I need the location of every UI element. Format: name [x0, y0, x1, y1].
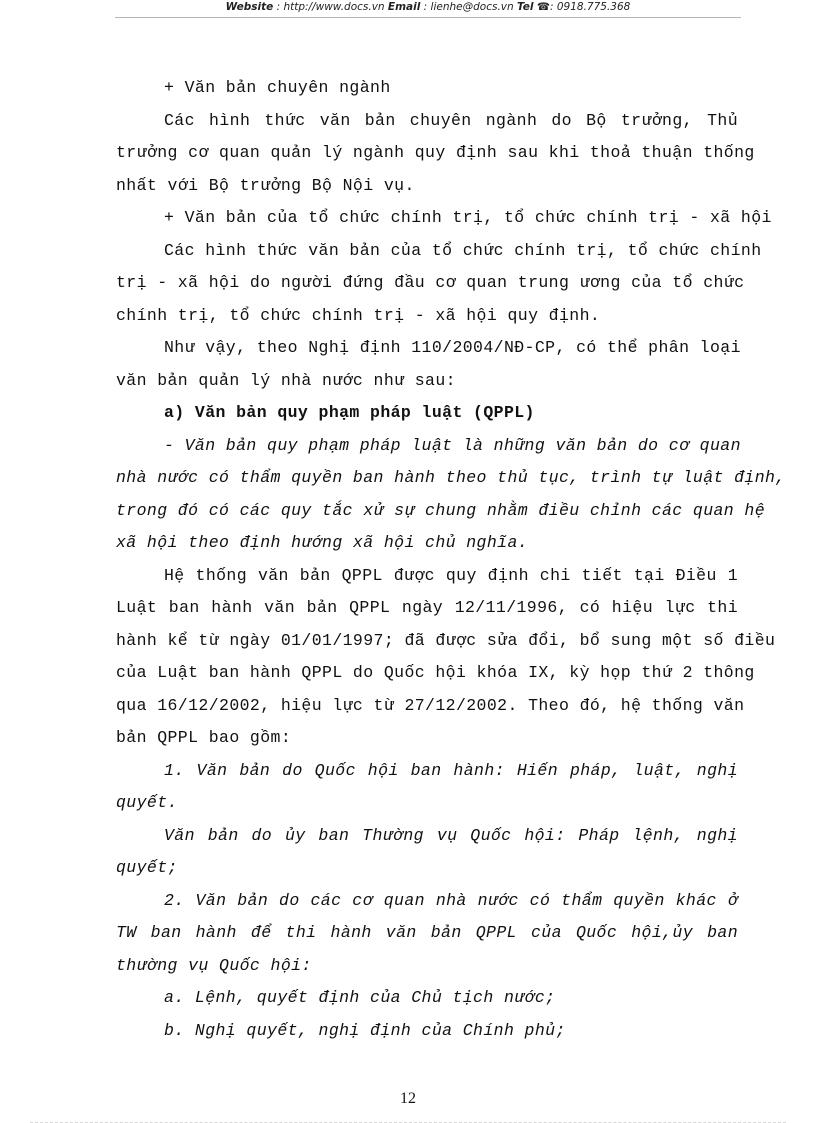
- text-line: a. Lệnh, quyết định của Chủ tịch nước;: [164, 988, 556, 1007]
- text-line: Hệ thống văn bản QPPL được quy định chi tiết tại Điều 1: [164, 565, 738, 585]
- page-number: 12: [400, 1090, 416, 1107]
- website-value: : http://www.docs.vn: [276, 1, 385, 13]
- text-line: quyết.: [116, 793, 178, 812]
- text-line: của Luật ban hành QPPL do Quốc hội khóa IX, kỳ họp thứ 2 thông: [116, 663, 755, 682]
- text-line: trưởng cơ quan quản lý ngành quy định sau khi thoả thuận thống: [116, 143, 755, 162]
- text-line: qua 16/12/2002, hiệu lực từ 27/12/2002. Theo đó, hệ thống văn: [116, 695, 745, 715]
- text-line: b. Nghị quyết, nghị định của Chính phủ;: [164, 1020, 566, 1040]
- email-value: : lienhe@docs.vn: [423, 1, 514, 13]
- text-line: nhất với Bộ trưởng Bộ Nội vụ.: [116, 175, 415, 195]
- text-line: chính trị, tổ chức chính trị - xã hội quy định.: [116, 305, 601, 325]
- website-label: Website: [225, 1, 274, 13]
- text-line: 2. Văn bản do các cơ quan nhà nước có thẩm quyền khác ở: [164, 890, 738, 910]
- email-label: Email: [387, 1, 421, 13]
- text-line: trong đó có các quy tắc xử sự chung nhằm điều chỉnh các quan hệ: [116, 500, 766, 520]
- text-line: nhà nước có thẩm quyền ban hành theo thủ tục, trình tự luật định,: [116, 468, 786, 487]
- text-line: Các hình thức văn bản chuyên ngành do Bộ trưởng, Thủ: [164, 110, 738, 130]
- text-line: + Văn bản của tổ chức chính trị, tổ chức chính trị - xã hội: [164, 208, 772, 227]
- header-divider: [115, 17, 741, 18]
- tel-value: : 0918.775.368: [549, 1, 631, 13]
- page-header: [115, 0, 741, 18]
- text-line: Văn bản do ủy ban Thường vụ Quốc hội: Pháp lệnh, nghị: [164, 825, 738, 845]
- phone-icon: ☎: [536, 1, 550, 13]
- text-line: Các hình thức văn bản của tổ chức chính trị, tổ chức chính: [164, 240, 762, 260]
- section-heading: a) Văn bản quy phạm pháp luật (QPPL): [164, 403, 535, 422]
- text-line: xã hội theo định hướng xã hội chủ nghĩa.: [116, 533, 529, 552]
- text-line: 1. Văn bản do Quốc hội ban hành: Hiến pháp, luật, nghị: [164, 760, 738, 780]
- text-line: bản QPPL bao gồm:: [116, 728, 292, 747]
- body-text: [116, 72, 786, 1047]
- text-line: + Văn bản chuyên ngành: [164, 78, 391, 97]
- text-line: quyết;: [116, 858, 178, 877]
- text-line: - Văn bản quy phạm pháp luật là những văn bản do cơ quan: [164, 435, 741, 455]
- tel-label: Tel: [517, 1, 534, 13]
- text-line: trị - xã hội do người đứng đầu cơ quan trung ương của tổ chức: [116, 273, 745, 292]
- text-line: hành kể từ ngày 01/01/1997; đã được sửa đổi, bổ sung một số điều: [116, 630, 776, 650]
- text-line: văn bản quản lý nhà nước như sau:: [116, 370, 456, 390]
- text-line: Như vậy, theo Nghị định 110/2004/NĐ-CP, có thể phân loại: [164, 338, 741, 357]
- text-line: Luật ban hành văn bản QPPL ngày 12/11/1996, có hiệu lực thi: [116, 598, 738, 617]
- text-line: thường vụ Quốc hội:: [116, 955, 312, 975]
- text-line: TW ban hành để thi hành văn bản QPPL của Quốc hội,ủy ban: [116, 923, 738, 942]
